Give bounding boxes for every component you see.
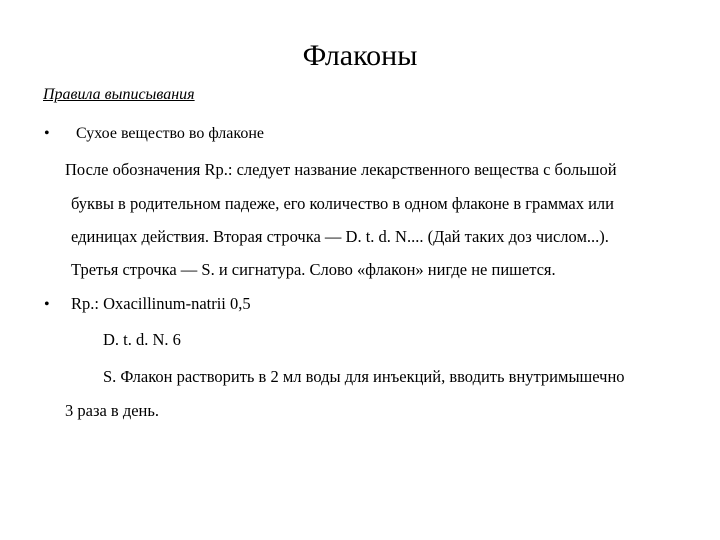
section1-line-3: единицах действия. Вторая строчка — D. t. d. N.... (Дай таких доз числом...). xyxy=(71,227,609,246)
section1-heading: Сухое вещество во флаконе xyxy=(76,125,265,142)
bullet-1: • xyxy=(44,125,50,142)
section1-line-1: После обозначения Rp.: следует название лекарственного вещества с большой xyxy=(65,160,617,179)
prescription-line-2: D. t. d. N. 6 xyxy=(103,330,181,349)
prescription-line-4: 3 раза в день. xyxy=(65,401,160,420)
section1-line-2: буквы в родительном падеже, его количество в одном флаконе в граммах или xyxy=(71,194,614,213)
slide-title: Флаконы xyxy=(302,39,418,72)
bullet-2: • xyxy=(44,296,50,313)
rules-subtitle: Правила выписывания xyxy=(43,86,195,103)
prescription-line-1: Rp.: Oxacillinum-natrii 0,5 xyxy=(71,294,251,313)
prescription-line-3: S. Флакон растворить в 2 мл воды для инъекций, вводить внутримышечно xyxy=(103,367,625,386)
section1-line-4: Третья строчка — S. и сигнатура. Слово «флакон» нигде не пишется. xyxy=(71,260,556,279)
